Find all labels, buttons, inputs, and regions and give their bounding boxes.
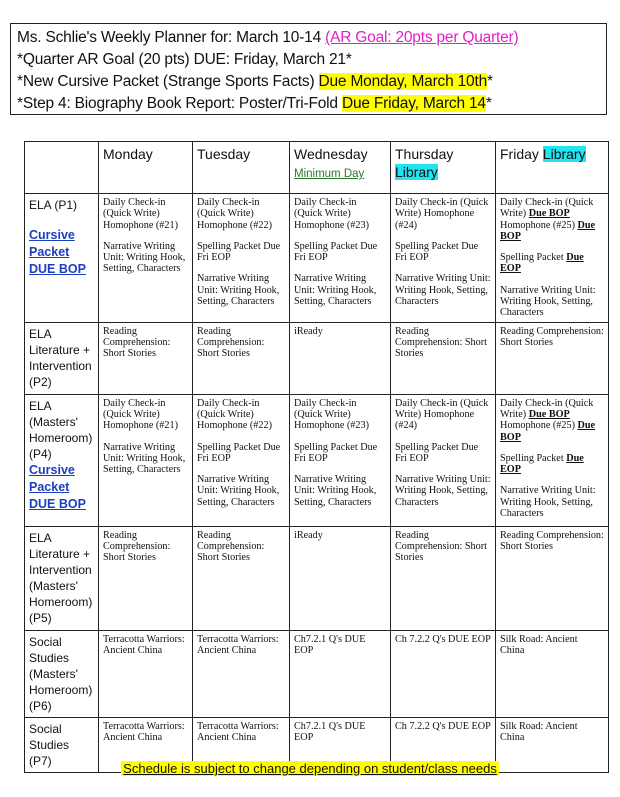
weekly-planner-table [24,141,609,773]
schedule-cell: Ch7.2.1 Q's DUE EOP [290,717,391,772]
schedule-cell: Reading Comprehension: Short Stories [496,526,609,630]
schedule-cell: Terracotta Warriors: Ancient China [99,630,193,717]
day-header-wednesday: Wednesday Minimum Day [290,142,391,194]
ar-goal-note: (AR Goal: 20pts per Quarter) [325,29,519,46]
friday-library-badge: Library [542,146,586,162]
period-cell: Social Studies (P7) [25,717,99,772]
day-header-thursday: Thursday Library [391,142,496,194]
table-row [25,526,609,630]
schedule-cell: Daily Check-in (Quick Write) Homophone (#22) Spelling Packet Due Fri EOP Narrative Writing Unit: Writing Hook, Setting, Characters [193,194,290,323]
schedule-cell: Silk Road: Ancient China [496,630,609,717]
thursday-library-badge: Library [395,164,438,180]
header-title-line [17,27,600,49]
schedule-cell: Reading Comprehension: Short Stories [391,526,496,630]
quarter-ar-goal-line: *Quarter AR Goal (20 pts) DUE: Friday, March 21* [17,51,352,68]
corner-cell [25,142,99,194]
day-header-row [25,142,609,194]
period-cell: ELA (Masters' Homeroom) (P4) Cursive Packet DUE BOP [25,394,99,526]
book-report-line: *Step 4: Biography Book Report: Poster/Tri-Fold Due Friday, March 14* [17,95,492,112]
schedule-cell: Ch7.2.1 Q's DUE EOP [290,630,391,717]
day-header-monday: Monday [99,142,193,194]
schedule-cell: Terracotta Warriors: Ancient China [193,717,290,772]
schedule-cell: Daily Check-in (Quick Write) Homophone (#23) Spelling Packet Due Fri EOP Narrative Writing Unit: Writing Hook, Setting, Characters [290,394,391,526]
schedule-cell: Terracotta Warriors: Ancient China [99,717,193,772]
table-row [25,322,609,394]
minimum-day-note: Minimum Day [294,168,365,180]
schedule-cell: Reading Comprehension: Short Stories [496,322,609,394]
schedule-cell: Daily Check-in (Quick Write) Homophone (#21) Narrative Writing Unit: Writing Hook, Setting, Characters [99,394,193,526]
table-row [25,394,609,526]
schedule-cell: Ch 7.2.2 Q's DUE EOP [391,630,496,717]
cursive-due-highlight: Due Monday, March 10th [318,73,487,90]
table-row [25,630,609,717]
period-cell: ELA Literature + Intervention (Masters' Homeroom) (P5) [25,526,99,630]
schedule-cell: Silk Road: Ancient China [496,717,609,772]
schedule-cell: Daily Check-in (Quick Write) Homophone (#21) Narrative Writing Unit: Writing Hook, Setting, Characters [99,194,193,323]
schedule-cell: Daily Check-in (Quick Write) Due BOP Homophone (#25) Due BOP Spelling Packet Due EOP Narrative Writing Unit: Writing Hook, Setting, Characters [496,394,609,526]
day-header-friday: Friday Library [496,142,609,194]
schedule-cell: Daily Check-in (Quick Write) Homophone (#23) Spelling Packet Due Fri EOP Narrative Writing Unit: Writing Hook, Setting, Characters [290,194,391,323]
cursive-packet-line: *New Cursive Packet (Strange Sports Facts) Due Monday, March 10th* [17,73,493,90]
period-cell: Social Studies (Masters' Homeroom) (P6) [25,630,99,717]
book-report-due-highlight: Due Friday, March 14 [341,95,486,112]
schedule-cell: Reading Comprehension: Short Stories [193,322,290,394]
cursive-packet-link[interactable]: Cursive Packet DUE BOP [29,228,86,276]
schedule-cell: Reading Comprehension: Short Stories [99,526,193,630]
period-cell: ELA (P1) Cursive Packet DUE BOP [25,194,99,323]
planner-header [10,23,607,115]
cursive-packet-link[interactable]: Cursive Packet DUE BOP [29,462,86,511]
schedule-cell: Daily Check-in (Quick Write) Homophone (#24) Spelling Packet Due Fri EOP Narrative Writing Unit: Writing Hook, Setting, Characters [391,394,496,526]
schedule-cell: iReady [290,526,391,630]
schedule-cell: Reading Comprehension: Short Stories [391,322,496,394]
period-cell: ELA Literature + Intervention (P2) [25,322,99,394]
schedule-cell: Daily Check-in (Quick Write) Homophone (#22) Spelling Packet Due Fri EOP Narrative Writing Unit: Writing Hook, Setting, Characters [193,394,290,526]
schedule-disclaimer: Schedule is subject to change depending on student/class needs [123,761,497,776]
schedule-cell: Reading Comprehension: Short Stories [99,322,193,394]
schedule-cell: iReady [290,322,391,394]
schedule-cell: Ch 7.2.2 Q's DUE EOP [391,717,496,772]
schedule-cell: Daily Check-in (Quick Write) Homophone (#24) Spelling Packet Due Fri EOP Narrative Writing Unit: Writing Hook, Setting, Characters [391,194,496,323]
schedule-cell: Reading Comprehension: Short Stories [193,526,290,630]
table-row [25,194,609,323]
planner-title: Ms. Schlie's Weekly Planner for: March 10-14 [17,29,326,46]
schedule-cell: Terracotta Warriors: Ancient China [193,630,290,717]
day-header-tuesday: Tuesday [193,142,290,194]
schedule-cell: Daily Check-in (Quick Write) Due BOP Homophone (#25) Due BOP Spelling Packet Due EOP Narrative Writing Unit: Writing Hook, Setting, Characters [496,194,609,323]
